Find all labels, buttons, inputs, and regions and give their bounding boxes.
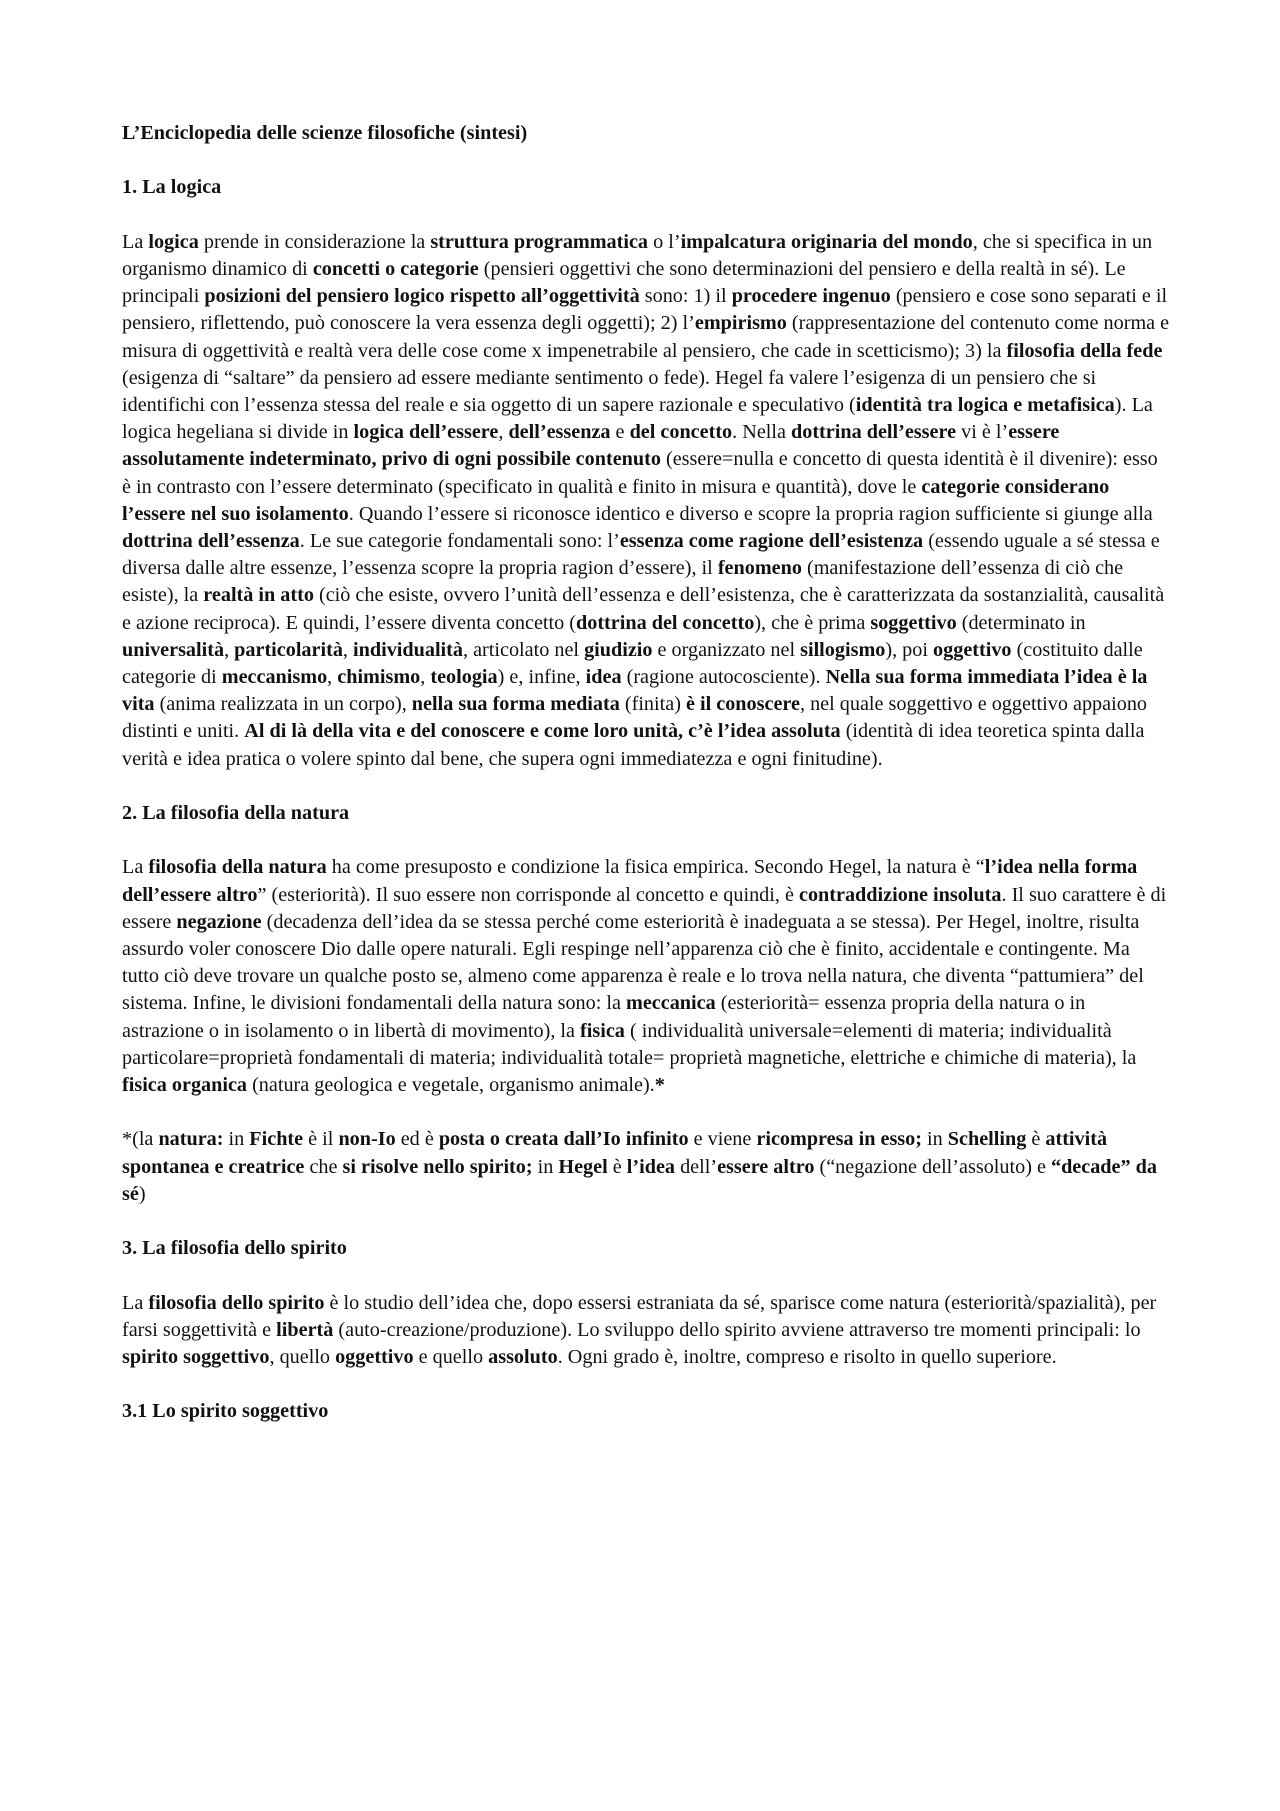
text-run: prende in considerazione la [198,230,431,253]
bold-term: filosofia della natura [148,856,327,879]
text-run: , [224,638,235,661]
text-run: , quello [269,1346,336,1369]
bold-term: Nella sua forma immediata l’idea è la vita [122,666,1148,716]
bold-term: chimismo [337,666,421,689]
text-run: dell’ [675,1155,718,1178]
text-run: è [607,1155,627,1178]
document-title: L’Enciclopedia delle scienze filosofiche (sintesi) [122,122,528,144]
text-run: (essere=nulla e concetto di questa identità è il divenire): esso è in contrasto con l’essere determinato (specificato in qualità e finito in misura e quantità), dove le [122,448,1158,498]
text-run: (decadenza dell’idea da se stessa perché come esteriorità è inadeguata a se stessa). Per Hegel, inoltre, risulta assurdo voler conoscere Dio dalle opere naturali. Egli respinge nell’apparenza ciò che è finito, accidentale e contingente. Ma tutto ciò deve trovare un qualche posto se, almeno come apparenza è reale e lo trova nella natura, che diventa “pattumiera” del sistema. Infine, le divisioni fondamentali della natura sono: la [122,910,1144,1015]
text-run: *(la [122,1128,159,1151]
text-run: La [122,230,149,253]
text-run: La [122,856,149,879]
bold-term: sillogismo [800,638,886,661]
text-run: o l’ [648,230,681,253]
bold-term: concetti o categorie [312,257,479,280]
bold-term: spirito soggettivo [122,1346,270,1369]
bold-term: contraddizione insoluta [799,883,1002,906]
bold-term: “decade” da sé [122,1155,1157,1205]
text-run: (ciò che esiste, ovvero l’unità dell’essenza e dell’esistenza, che è caratterizzata da sostanzialità, causalità e azione reciproca). E quindi, l’essere diventa concetto ( [122,584,1165,634]
spacer [122,827,1170,854]
section-heading-spirito-soggettivo: 3.1 Lo spirito soggettivo [122,1400,329,1423]
text-run: ed è [395,1128,439,1151]
text-run: (“negazione dell’assoluto) e [814,1155,1051,1178]
bold-term: si risolve nello spirito; [342,1155,533,1178]
bold-term: idea [585,666,622,689]
bold-term: logica dell’essere [353,421,499,444]
text-run: e viene [688,1128,757,1151]
text-run: ), poi [885,638,934,661]
bold-term: essere altro [717,1155,815,1178]
paragraph-logica [122,229,1170,773]
text-run: (pensiero e cose sono separati e il pensiero, riflettendo, può conoscere la vera essenza degli oggetti); 2) l’ [122,285,1168,335]
bold-term: empirismo [694,312,787,335]
text-run: La [122,1291,149,1314]
text-run: ) e, infine, [497,666,586,689]
bold-term: nella sua forma mediata [411,693,620,716]
bold-term: assoluto [488,1346,558,1369]
text-run: in [921,1128,948,1151]
bold-term: individualità [353,638,463,661]
bold-term: posta o creata dall’Io infinito [438,1128,689,1151]
text-run: in [532,1155,559,1178]
spacer [122,1208,1170,1235]
bold-term: dell’essenza [508,421,611,444]
text-run: ha come presuposto e condizione la fisica empirica. Secondo Hegel, la natura è “ [326,856,985,879]
bold-term: è il conoscere [685,693,800,716]
text-run: . Quando l’essere si riconosce identico e diverso e scopre la propria ragion sufficiente si giunge alla [348,502,1153,525]
bold-term: dottrina del concetto [576,611,755,634]
bold-term: essenza come ragione dell’esistenza [619,530,924,553]
bold-term: del concetto [629,421,733,444]
text-run: . Nella [732,421,792,444]
bold-term: natura: [158,1128,224,1151]
bold-term: libertà [276,1318,334,1341]
text-run: (auto-creazione/produzione). Lo sviluppo dello spirito avviene attraverso tre momenti principali: lo [333,1318,1141,1341]
text-run: (pensieri oggettivi che sono determinazioni del pensiero e della realtà in sé). Le principali [122,257,1126,308]
section-heading-logica: 1. La logica [122,176,222,199]
text-run: (identità di idea teoretica spinta dalla verità e idea pratica o volere spinto dal bene, che supera ogni immediatezza e ogni finitudine). [122,720,1145,770]
text-run: , articolato nel [462,638,585,661]
text-run: , [327,666,338,689]
bold-term: meccanismo [221,666,328,689]
spacer [122,1262,1170,1289]
text-run: , che si specifica in un organismo dinamico di [122,230,1153,280]
text-run: . Il suo carattere è di essere [122,883,1167,933]
spacer [122,1099,1170,1126]
bold-term: filosofia dello spirito [148,1291,325,1314]
bold-term: Al di là della vita e del conoscere e come loro unità, c’è l’idea assoluta [244,720,841,743]
bold-term: soggettivo [870,611,957,634]
bold-term: essere assolutamente indeterminato, privo di ogni possibile contenuto [122,421,1060,471]
bold-term: universalità [122,638,225,661]
text-run: e [610,421,630,444]
spacer [122,773,1170,800]
text-run: , nel quale soggettivo e oggettivo appaiono distinti e uniti. [122,693,1148,743]
bold-term: Schelling [947,1128,1027,1151]
bold-term: realtà in atto [203,584,314,607]
bold-term: particolarità [234,638,343,661]
text-run: , [498,421,509,444]
text-run: (rappresentazione del contenuto come norma e misura di oggettività e realtà vera delle cose come x impenetrabile al pensiero, che cade in scetticismo); 3) la [122,312,1170,362]
bold-term: identità tra logica e metafisica [855,394,1115,416]
bold-term: categorie considerano l’essere nel suo isolamento [122,475,1110,525]
text-run: ( individualità universale=elementi di materia; individualità particolare=proprietà fondamentali di materia; individualità totale= proprietà magnetiche, elettriche e chimiche di materia), la [122,1019,1137,1069]
spacer [122,202,1170,229]
bold-term: * [654,1074,665,1097]
bold-term: fisica organica [122,1074,248,1097]
bold-term: ricompresa in esso; [756,1128,922,1151]
text-run: e quello [413,1346,489,1369]
section-heading-natura: 2. La filosofia della natura [122,802,350,825]
text-run: , [342,638,354,661]
text-run: (finita) [619,693,686,716]
text-run: (esteriorità= essenza propria della natura o in astrazione o in isolamento o in libertà di movimento), la [122,992,1086,1042]
text-run: in [223,1128,250,1151]
text-run: (natura geologica e vegetale, organismo animale). [247,1074,655,1097]
bold-term: dottrina dell’essenza [122,530,300,553]
bold-term: Fichte [249,1128,304,1151]
spacer [122,147,1170,174]
text-run: è [1026,1128,1046,1151]
bold-term: struttura programmatica [430,230,649,253]
bold-term: dottrina dell’essere [791,421,957,444]
bold-term: l’idea [626,1155,676,1178]
bold-term: attività spontanea e creatrice [122,1128,1108,1178]
bold-term: teologia [430,666,498,689]
bold-term: fenomeno [717,557,802,580]
bold-term: non-Io [338,1128,396,1151]
text-run: sono: 1) il [639,285,732,308]
text-run: vi è l’ [956,421,1009,444]
bold-term: giudizio [584,638,653,661]
text-run: (manifestazione dell’essenza di ciò che esiste), la [122,557,1124,607]
text-run: (essendo uguale a sé stessa e diversa dalle altre essenze, l’essenza scopre la propria ragion d’essere), il [122,530,1160,580]
bold-term: oggettivo [335,1346,414,1369]
text-run: che [304,1155,343,1178]
paragraph-natura [122,854,1170,1099]
bold-term: negazione [176,910,262,933]
text-run: (costituito dalle categorie di [122,638,1143,689]
footnote-natura [122,1126,1170,1208]
text-run: è lo studio dell’idea che, dopo essersi estraniata da sé, sparisce come natura (esteriorità/spazialità), per farsi soggettività e [122,1291,1157,1341]
text-run: . Le sue categorie fondamentali sono: l’ [299,530,620,553]
text-run: , [420,666,431,689]
text-run: è il [303,1128,339,1151]
text-run: ), che è prima [754,611,871,634]
bold-term: meccanica [626,992,716,1015]
bold-term: l’idea nella forma dell’essere altro [122,856,1138,906]
text-run: (ragione autocosciente). [621,666,826,689]
spacer [122,1371,1170,1398]
bold-term: impalcatura originaria del mondo [680,230,973,253]
text-run: (esigenza di “saltare” da pensiero ad essere mediante sentimento o fede). Hegel fa valere l’esigenza di un pensiero che si identifichi con l’essenza stessa del reale e sia oggetto di un sapere razionale e speculativo ( [122,366,1097,416]
text-run: . Ogni grado è, inoltre, compreso e risolto in quello superiore. [557,1346,1057,1369]
text-run: ). La logica hegeliana si divide in [122,394,1153,444]
text-run: e organizzato nel [652,638,801,661]
bold-term: posizioni del pensiero logico rispetto all’oggettività [204,285,640,308]
section-heading-spirito: 3. La filosofia dello spirito [122,1237,347,1260]
text-run: (determinato in [956,611,1086,634]
bold-term: Hegel [558,1155,608,1178]
document-page [122,120,1170,1426]
bold-term: procedere ingenuo [731,285,891,308]
bold-term: fisica [580,1019,625,1042]
bold-term: oggettivo [933,638,1012,661]
text-run: ) [138,1182,146,1205]
bold-term: filosofia della fede [1006,339,1163,362]
text-run: (anima realizzata in un corpo), [154,693,412,716]
paragraph-spirito [122,1290,1170,1372]
text-run: ” (esteriorità). Il suo essere non corrisponde al concetto e quindi, è [257,883,799,906]
bold-term: logica [148,230,199,253]
